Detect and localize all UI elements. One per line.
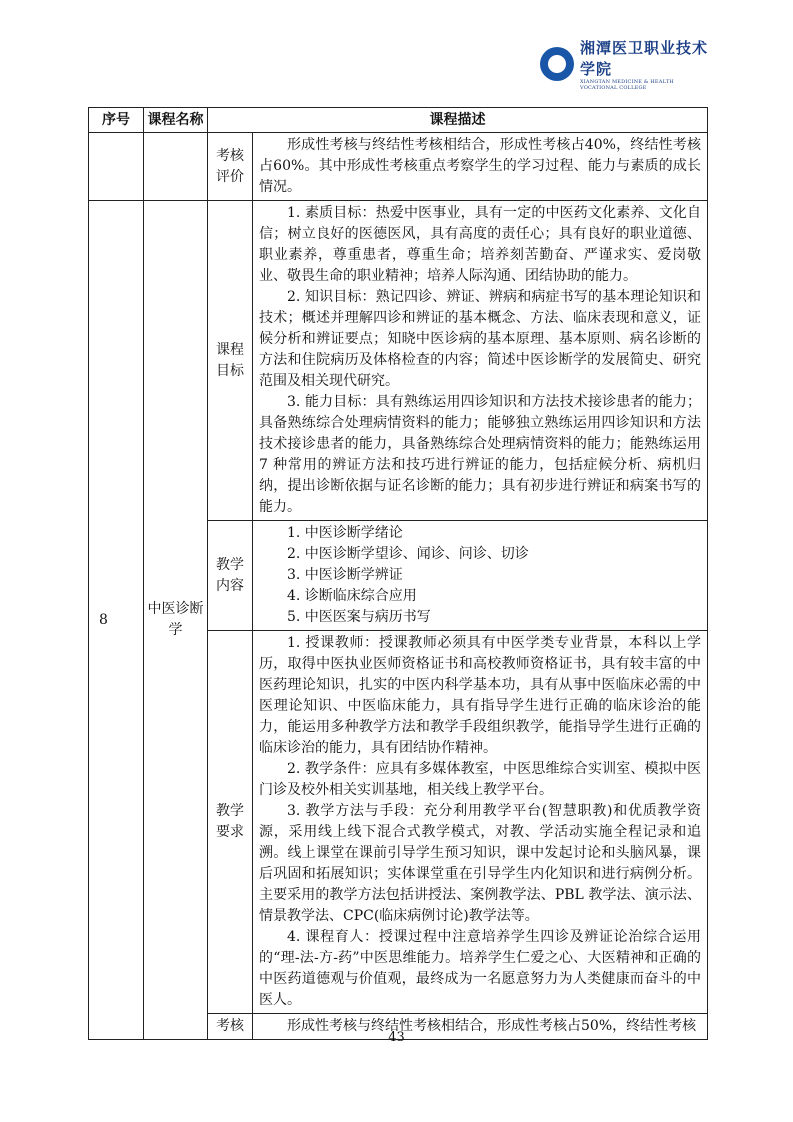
header-description: 课程描述 — [208, 108, 708, 133]
table-header-row — [89, 108, 708, 133]
paragraph: 2. 知识目标：熟记四诊、辨证、辨病和病症书写的基本理论知识和技术；概述并理解四诊和辨证的基本概念、方法、临床表现和意义，证候分析和辨证要点；知晓中医诊病的基本原理、基本原则、病名诊断的方法和住院病历及体格检查的内容；简述中医诊断学的发展简史、研究范围及相关现代研究。 — [259, 289, 701, 389]
row-label: 教学要求 — [208, 631, 253, 1014]
row-description — [253, 133, 708, 201]
list-item: 2. 中医诊断学望诊、闻诊、问诊、切诊 — [287, 546, 529, 562]
paragraph: 2. 教学条件：应具有多媒体教室，中医思维综合实训室、模拟中医门诊及校外相关实训基地，相关线上教学平台。 — [259, 761, 701, 798]
table-row — [89, 201, 708, 521]
list-item: 5. 中医医案与病历书写 — [287, 609, 431, 625]
paragraph: 1. 授课教师：授课教师必须具有中医学类专业背景，本科以上学历，取得中医执业医师资格证书和高校教师资格证书，具有较丰富的中医药理论知识，扎实的中医内科学基本功，具有从事中医临床必需的中医理论知识、中医临床能力，具有指导学生进行正确的临床诊治的能力，能运用多种教学方法和教学手段组织教学，能指导学生进行正确的临床诊治的能力，具有团结协作精神。 — [259, 635, 701, 756]
description-text: 形成性考核与终结性考核相结合，形成性考核占50%，终结性考核 — [287, 1018, 697, 1034]
requirements-description — [253, 631, 708, 1014]
list-item: 1. 中医诊断学绪论 — [287, 525, 403, 541]
logo-chinese-name: 湘潭医卫职业技术学院 — [580, 39, 709, 78]
list-item: 3. 中医诊断学辨证 — [287, 567, 403, 583]
course-name: 中医诊断学 — [144, 201, 208, 1040]
empty-cell — [144, 133, 208, 201]
paragraph: 3. 能力目标：具有熟练运用四诊知识和方法技术接诊患者的能力；具备熟练综合处理病情资料的能力；能够独立熟练运用四诊知识和方法技术接诊患者的能力，具备熟练综合处理病情资料的能力；能熟练运用 7 种常用的辨证方法和技巧进行辨证的能力，包括症候分析、病机归纳，提出诊断依据与证名诊断的能力；具有初步进行辨证和病案书写的能力。 — [259, 394, 701, 515]
college-seal-icon — [540, 47, 574, 81]
college-logo — [540, 39, 710, 91]
course-number: 8 — [89, 201, 144, 1040]
header-number: 序号 — [89, 108, 144, 133]
description-text: 形成性考核与终结性考核相结合，形成性考核占40%，终结性考核占60%。其中形成性考核重点考察学生的学习过程、能力与素质的成长情况。 — [259, 137, 701, 195]
empty-cell — [89, 133, 144, 201]
table-row — [89, 133, 708, 201]
row-label: 考核评价 — [208, 133, 253, 201]
content-list — [253, 521, 708, 631]
page-number: 43 — [388, 1030, 405, 1045]
paragraph: 3. 教学方法与手段：充分利用教学平台(智慧职教)和优质教学资源，采用线上线下混合式教学模式，对教、学活动实施全程记录和追溯。线上课堂在课前引导学生预习知识，课中发起讨论和头脑风暴，课后巩固和拓展知识；实体课堂重在引导学生内化知识和进行病例分析。主要采用的教学方法包括讲授法、案例教学法、PBL 教学法、演示法、情景教学法、CPC(临床病例讨论)教学法等。 — [259, 803, 701, 924]
list-item: 4. 诊断临床综合应用 — [287, 588, 417, 604]
course-table — [88, 107, 708, 1040]
header-course-name: 课程名称 — [144, 108, 208, 133]
paragraph: 1. 素质目标：热爱中医事业，具有一定的中医药文化素养、文化自信；树立良好的医德医风，具有高度的责任心；具有良好的职业道德、职业素养，尊重患者，尊重生命；培养刻苦勤奋、严谨求实、爱岗敬业、敬畏生命的职业精神；培养人际沟通、团结协助的能力。 — [259, 205, 701, 284]
row-label: 课程目标 — [208, 201, 253, 521]
logo-english-name: XIANGTAN MEDICINE & HEALTH VOCATIONAL COLLEGE — [580, 79, 674, 91]
paragraph: 4. 课程育人：授课过程中注意培养学生四诊及辨证论治综合运用的“理-法-方-药”中医思维能力。培养学生仁爱之心、大医精神和正确的中医药道德观与价值观，最终成为一名愿意努力为人类健康而奋斗的中医人。 — [259, 929, 701, 1008]
row-label: 教学内容 — [208, 521, 253, 631]
row-label: 考核 — [208, 1014, 253, 1040]
objectives-description — [253, 201, 708, 521]
